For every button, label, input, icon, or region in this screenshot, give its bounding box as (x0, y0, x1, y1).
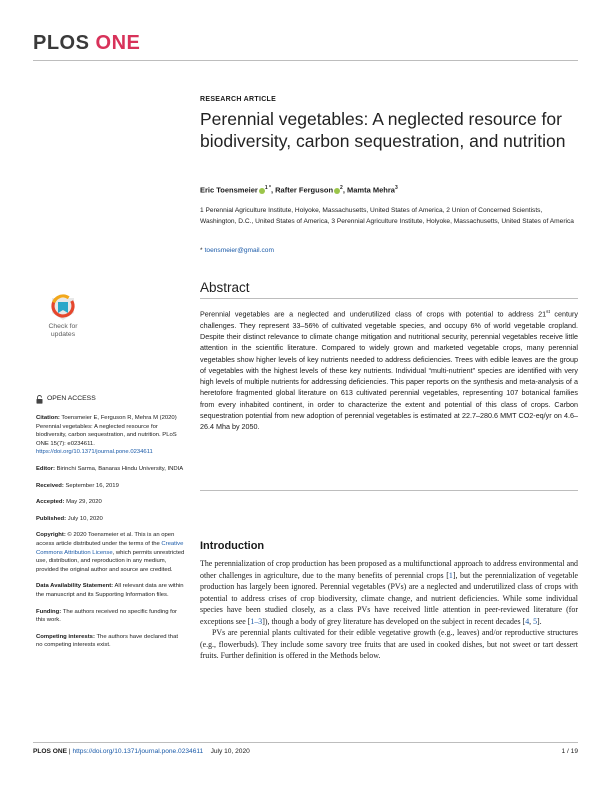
author-name[interactable]: Mamta Mehra (347, 185, 395, 195)
abstract-heading: Abstract (200, 280, 250, 295)
author-affiliation-marker: 3 (394, 185, 398, 191)
introduction-text (200, 558, 578, 662)
citation-link[interactable]: 1–3 (250, 616, 263, 626)
corresponding-email (200, 247, 274, 254)
editor-block: Editor: Birinchi Sarma, Banaras Hindu University, INDIA (36, 465, 184, 472)
citation-block: Citation: Toensmeier E, Ferguson R, Mehra M (2020) Perennial vegetables: A neglected resource for biodiversity, carbon sequestration, and nutrition. PLoS ONE 15(7): e0234611. https://doi.org/10.1371/journal.pone.0234611 (36, 415, 177, 456)
funding-block: Funding: The authors received no specific funding for this work. (36, 608, 178, 624)
license-link[interactable]: Creative Commons Attribution License (36, 540, 184, 556)
open-lock-icon (36, 395, 43, 404)
abstract-text: Perennial vegetables are a neglected and underutilized class of crops with potential to address 21st century challenges. They represent 33–56% of cultivated vegetable species, and occupy 6% of world vegetable cropland. Despite their distinct relevance to climate change mitigation and nutritional security, perennial vegetables receive little attention in the scientific literature. Compared to widely grown and marketed vegetable crops, many perennial vegetables show higher levels of key nutrients needed to address deficiencies. Trees with edible leaves are the group of vegetables with the highest levels of these key nutrients. Individual “multi-nutrient” species are identified with very high levels of multiple nutrients for addressing deficiencies. This paper reports on the synthesis and meta-analysis of a heretofore fragmented global literature on 613 cultivated perennial vegetables, representing 107 botanical families from every inhabited continent, in order to characterize the extent and potential of this class of crops. Carbon sequestration potential from new adoption of perennial vegetables is estimated at 22.7–280.6 MMT CO2-eq/yr on 4.6–26.4 Mha by 2050. (200, 309, 578, 432)
author-affiliation-marker: 1 * (264, 185, 271, 191)
received-date: Received: September 16, 2019 (36, 482, 119, 489)
affiliations: 1 Perennial Agriculture Institute, Holyoke, Massachusetts, United States of America, 2 Union of Concerned Scientists, Washington, D.C., United States of America, 3 Perennial Agriculture Institute, Holyoke, Massachusetts, United States of America (200, 207, 574, 225)
copyright-block: Copyright: © 2020 Toensmeier et al. This is an open access article distributed under the terms of the Creative Commons Attribution License, which permits unrestricted use, distribution, and reproduction in any medium, provided the original author and source are credited. (36, 532, 185, 573)
abstract-end-divider (200, 490, 578, 491)
paragraph: PVs are perennial plants cultivated for their edible vegetative growth (e.g., leaves) and/or reproductive structures (e.g., flowerbuds). They include some savory tree fruits that are used in cooked dishes, but not sweet or tart dessert fruits. Further definition is offered in the Methods below. (200, 628, 578, 660)
citation-link[interactable]: 4 (525, 616, 530, 626)
email-link[interactable]: toensmeier@gmail.com (204, 247, 274, 254)
article-type-label: RESEARCH ARTICLE (200, 96, 277, 103)
citation-link[interactable]: 1 (448, 570, 453, 580)
footer-divider (33, 742, 578, 743)
check-for-updates-label[interactable]: Check for updates (48, 323, 78, 338)
footer-date: July 10, 2020 (210, 748, 250, 755)
page-number: 1 / 19 (561, 748, 578, 755)
journal-logo[interactable]: PLOS ONE (33, 32, 141, 54)
competing-interests-block: Competing interests: The authors have declared that no competing interests exist. (36, 633, 178, 649)
author-name[interactable]: Eric Toensmeier (200, 185, 258, 195)
introduction-heading: Introduction (200, 540, 265, 552)
page-footer: PLOS ONE | https://doi.org/10.1371/journal.pone.0234611 July 10, 2020 1 / 19 (33, 748, 578, 755)
corresponding-marker: * (200, 247, 203, 254)
author-affiliation-marker: 2 (340, 185, 343, 191)
abstract-divider (200, 298, 578, 299)
accepted-date: Accepted: May 29, 2020 (36, 499, 102, 506)
published-date: Published: July 10, 2020 (36, 515, 103, 522)
footer-journal: PLOS ONE (33, 748, 68, 755)
article-info-sidebar (36, 395, 186, 658)
article-title: Perennial vegetables: A neglected resource for biodiversity, carbon sequestration, and nutrition (200, 109, 566, 151)
header-divider (33, 60, 578, 61)
paragraph: The perennialization of crop production has been proposed as a multifunctional approach to address environmental and other challenges in agriculture, due to the many benefits of perennial crops [1], but the perennialization of vegetable production has largely been ignored. Perennial vegetables (PVs) are a neglected and underutilized class of crops with potential to address crises of crop biodiversity, climate change, and nutrient deficiencies. While some individual species have been studied closely, as a class PVs have received little attention in peer-reviewed literature (for exceptions see [1–3]), though a body of grey literature has developed on the subject in recent decades [4, 5]. (200, 559, 578, 626)
data-availability-block: Data Availability Statement: All relevant data are within the manuscript and its Supporting Information files. (36, 583, 184, 598)
footer-doi-link[interactable]: https://doi.org/10.1371/journal.pone.0234611 (72, 748, 204, 755)
citation-link[interactable]: 5 (533, 616, 538, 626)
doi-link[interactable]: https://doi.org/10.1371/journal.pone.0234611 (36, 449, 153, 456)
author-list: Eric Toensmeier $^{1 *}$, Rafter Ferguson $^2$, Mamta Mehra$^3$ (200, 185, 398, 195)
open-access-badge: OPEN ACCESS (36, 395, 186, 404)
author-name[interactable]: Rafter Ferguson (275, 185, 334, 195)
